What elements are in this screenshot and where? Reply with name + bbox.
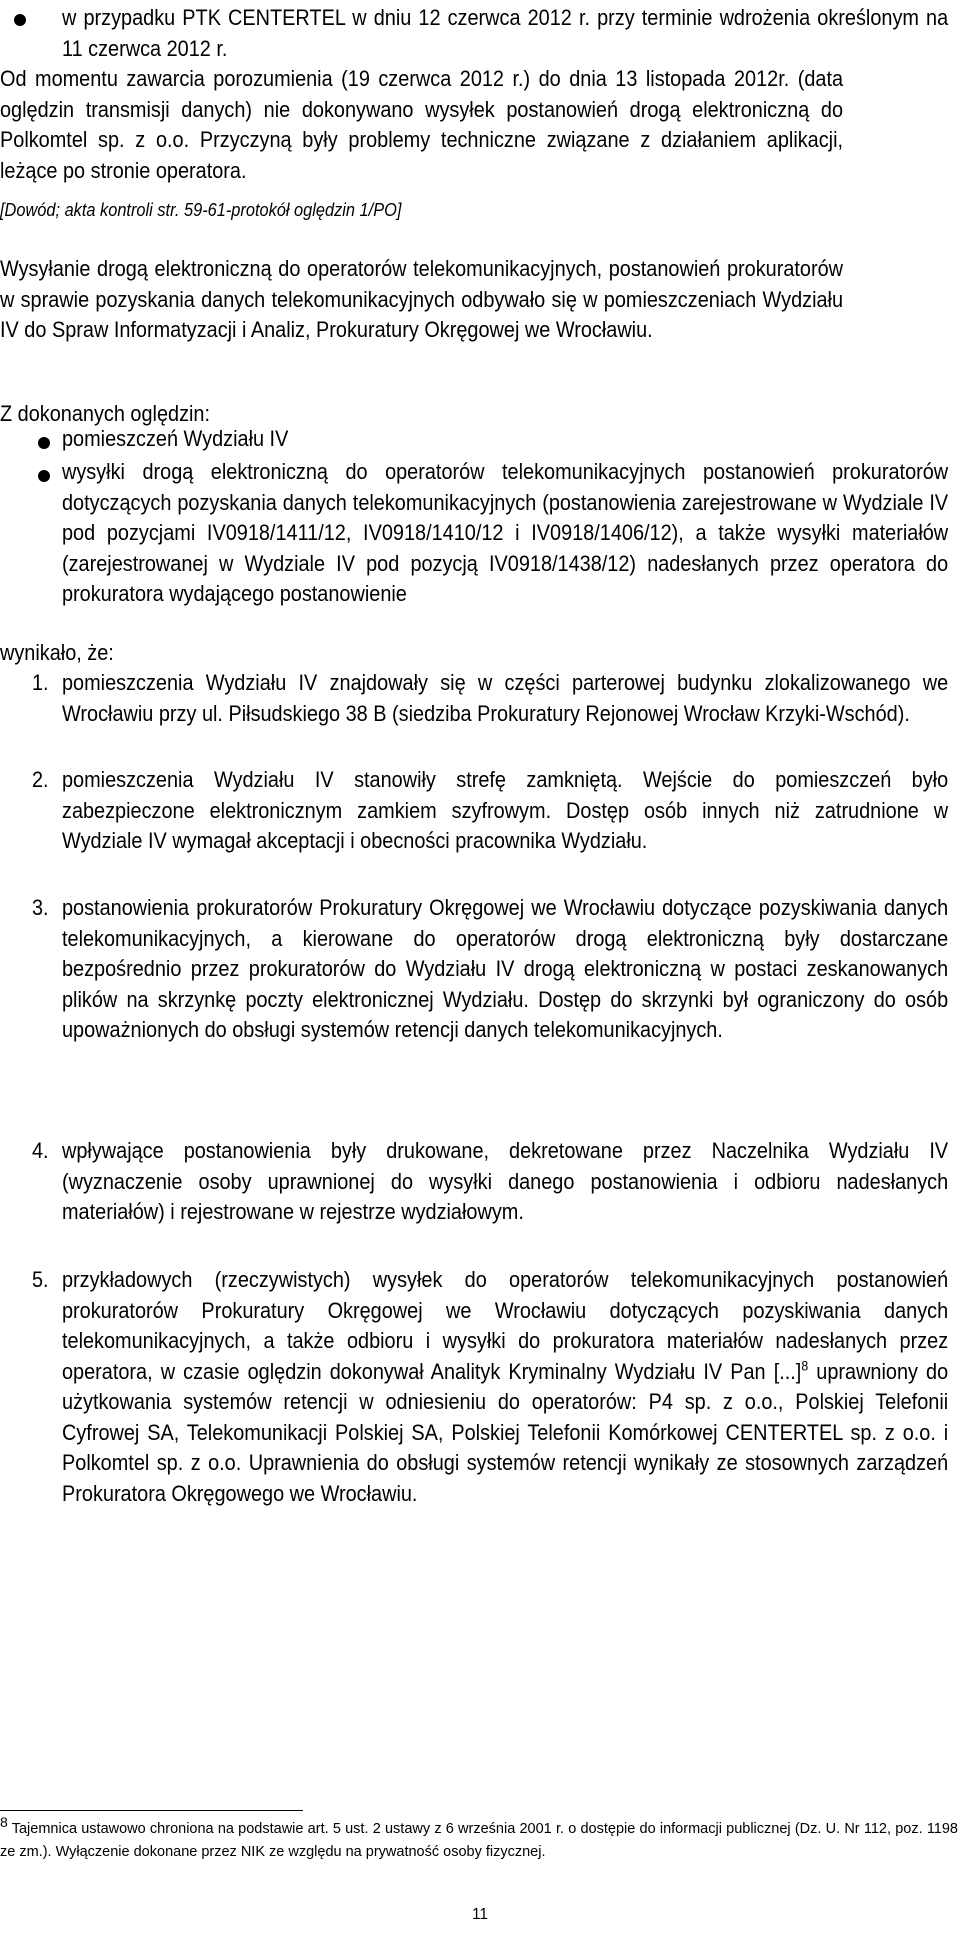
list-item-text-part: przykładowych (rzeczywistych) wysyłek do operatorów telekomunikacyjnych postanowień prokuratorów Prokuratury Okręgowej we Wrocławiu dotyczących pozyskiwania danych telekomunikacyjnych, a także odbioru i wysyłki do prokuratora materiałów nadesłanych przez operatora, w czasie oględzin dokonywał Analityk Kryminalny Wydziału IV Pan [...] [62,1267,949,1384]
bullet-text: wysyłki drogą elektroniczną do operatorów telekomunikacyjnych postanowień prokuratorów dotyczących pozyskania danych telekomunikacyjnych (postanowienia zarejestrowane w Wydziale IV pod pozycjami IV0918/1411/12, IV0918/1410/12 i IV0918/1406/12), a także wysyłki materiałów (zarejestrowanej w Wydziale IV pod pozycją IV0918/1438/12) nadesłanych przez operatora do prokuratora wydającego postanowienie [62,459,949,606]
bullet-icon [38,470,50,482]
footnote-text: Tajemnica ustawowo chroniona na podstawie art. 5 ust. 2 ustawy z 6 września 2001 r. o dostępie do informacji publicznej (Dz. U. Nr 112, poz. 1198 ze zm.). Wyłączenie dokonane przez NIK ze względu na prywatność osoby fizycznej. [0,1821,958,1860]
evidence-source: [Dowód; akta kontroli str. 59-61-protokół oględzin 1/PO] [0,199,402,220]
paragraph-porozumienie: Od momentu zawarcia porozumienia (19 czerwca 2012 r.) do dnia 13 listopada 2012r. (data oględzin transmisji danych) nie dokonywano wysyłek postanowień drogą elektroniczną do Polkomtel sp. z o.o. Przyczyną były problemy techniczne związane z działaniem aplikacji, leżące po stronie operatora. [0,66,844,183]
list-item: pomieszczenia Wydziału IV stanowiły strefę zamkniętą. Wejście do pomieszczeń było zabezpieczone elektronicznym zamkiem szyfrowym. Dostęp osób innych niż zatrudnione w Wydziale IV wymagał akceptacji i obecności pracownika Wydziału. [62,767,949,853]
bullet-icon [38,437,50,449]
paragraph-wysylanie: Wysyłanie drogą elektroniczną do operatorów telekomunikacyjnych, postanowień prokuratorów w sprawie pozyskania danych telekomunikacyjnych odbywało się w pomieszczeniach Wydziału IV do Spraw Informatyzacji i Analiz, Prokuratury Okręgowej we Wrocławiu. [0,256,844,342]
list-item-text-part: uprawniony do użytkowania systemów retencji w odniesieniu do operatorów: P4 sp. z o.o., Polskiej Telefonii Cyfrowej SA, Telekomunikacji Polskiej SA, Polskiej Telefonii Komórkowej CENTERTEL sp. z o.o. i Polkomtel sp. z o.o. Uprawnienia do obsługi systemów retencji wynikały ze stosownych zarządzeń Prokuratora Okręgowego we Wrocławiu. [62,1358,949,1506]
footnote-ref: 8 [801,1356,809,1373]
bullet-icon [14,14,26,26]
bullet-text: pomieszczeń Wydziału IV [62,426,289,451]
list-item: pomieszczenia Wydziału IV znajdowały się w części parterowej budynku zlokalizowanego we Wrocławiu przy ul. Piłsudskiego 38 B (siedziba Prokuratury Rejonowej Wrocław Krzyki-Wschód). [62,670,949,726]
top-bullet-text: w przypadku PTK CENTERTEL w dniu 12 czerwca 2012 r. przy terminie wdrożenia określonym na 11 czerwca 2012 r. [62,5,949,61]
list-number: 5. [32,1267,49,1292]
footnote [0,1814,958,1864]
footnote-number: 8 [0,1814,8,1831]
result-text: wynikało, że: [0,640,114,665]
list-item [62,1265,948,1509]
list-number: 2. [32,767,49,792]
list-number: 3. [32,895,49,920]
intro-text: Z dokonanych oględzin: [0,401,211,426]
footnote-divider [0,1810,303,1811]
list-number: 4. [32,1138,49,1163]
list-item: postanowienia prokuratorów Prokuratury Okręgowej we Wrocławiu dotyczące pozyskiwania danych telekomunikacyjnych, a kierowane do operatorów drogą elektroniczną były dostarczane bezpośrednio przez prokuratorów do Wydziału IV drogą elektroniczną w postaci zeskanowanych plików na skrzynkę poczty elektronicznej Wydziału. Dostęp do skrzynki był ograniczony do osób upoważnionych do obsługi systemów retencji danych telekomunikacyjnych. [62,895,949,1042]
list-item: wpływające postanowienia były drukowane, dekretowane przez Naczelnika Wydziału IV (wyznaczenie osoby uprawnionej do wysyłki danego postanowienia i odbioru nadesłanych materiałów) i rejestrowane w rejestrze wydziałowym. [62,1138,949,1224]
page-number: 11 [471,1906,489,1923]
list-number: 1. [32,670,49,695]
